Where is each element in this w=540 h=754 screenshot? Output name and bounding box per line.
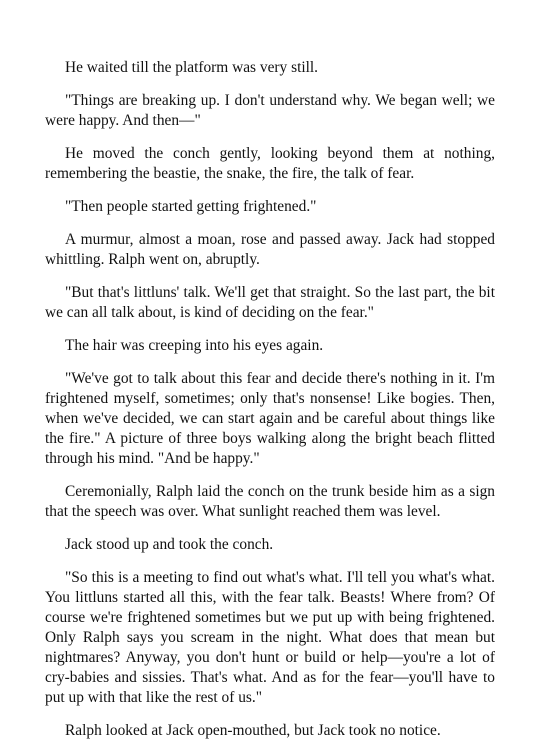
paragraph: "Things are breaking up. I don't understand why. We began well; we were happy. And then—" [45,92,495,129]
paragraph: Jack stood up and took the conch. [65,536,274,553]
paragraph: "So this is a meeting to find out what's what. I'll tell you what's what. You littluns started all this, with the fear talk. Beasts! Where from? Of course we're frightened sometimes but we put up with being frightened. Only Ralph says you scream in the night. What does that mean but nightmares? Anyway, you don't hunt or build or help—you're a lot of cry-babies and sissies. That's what. And as for the fear—you'll have to put up with that like the rest of us." [45,569,495,706]
paragraph: "We've got to talk about this fear and decide there's nothing in it. I'm frightened myself, sometimes; only that's nonsense! Like bogies. Then, when we've decided, we can start again and be careful about things like the fire." A picture of three boys walking along the bright beach flitted through his mind. "And be happy." [45,370,495,467]
paragraph: A murmur, almost a moan, rose and passed away. Jack had stopped whittling. Ralph went on, abruptly. [45,231,495,268]
paragraph: The hair was creeping into his eyes again. [65,337,324,354]
paragraph: "Then people started getting frightened." [65,198,317,215]
paragraph: "But that's littluns' talk. We'll get that straight. So the last part, the bit we can all talk about, is kind of deciding on the fear." [45,284,495,321]
paragraph: Ceremonially, Ralph laid the conch on the trunk beside him as a sign that the speech was over. What sunlight reached them was level. [45,483,495,520]
paragraph: Ralph looked at Jack open-mouthed, but Jack took no notice. [65,722,441,739]
paragraph: He moved the conch gently, looking beyond them at nothing, remembering the beastie, the snake, the fire, the talk of fear. [45,145,495,182]
paragraph: He waited till the platform was very still. [65,59,319,76]
page-body [45,58,495,754]
